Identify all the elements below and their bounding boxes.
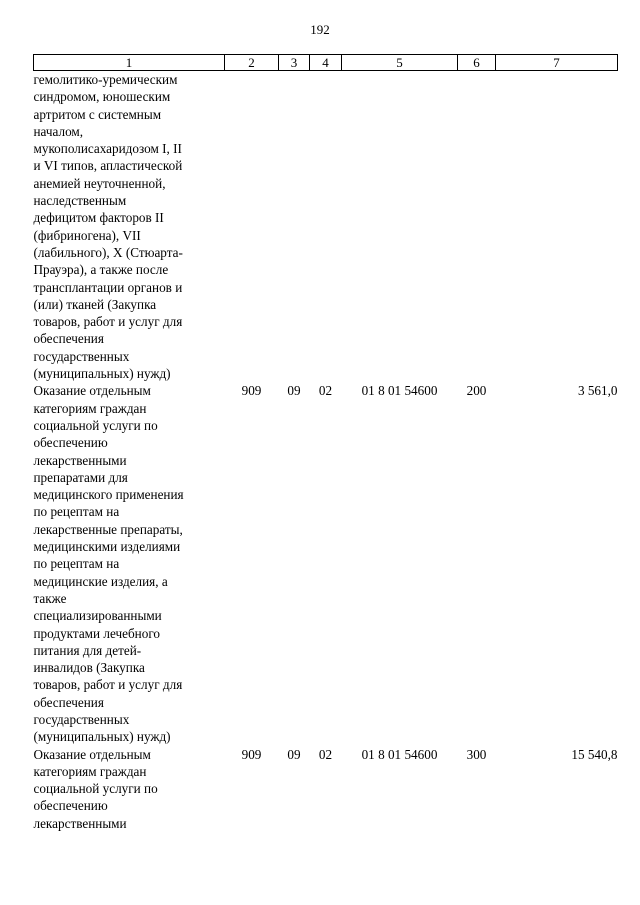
description-line: государственных [33,711,130,727]
description-line: лекарственными [33,815,127,831]
description-line: по рецептам на [33,556,120,572]
description-line: питания для детей- [33,642,142,658]
description-line: обеспечению [33,435,108,451]
row-amount [496,71,618,383]
description-line: и VI типов, апластической [33,158,183,174]
description-line: (фибриногена), VII [33,227,141,243]
description-line: инвалидов (Закупка [33,660,145,676]
row-subsection: 02 [318,383,333,399]
column-header-4: 4 [310,55,342,71]
description-line: мукополисахаридозом I, II [33,141,182,157]
description-line: (лабильного), X (Стюарта- [33,244,183,260]
description-line: специализированными [33,608,162,624]
description-line: наследственным [33,193,127,209]
description-line: медицинского применения [33,487,184,503]
row-subsection [310,71,342,383]
column-header-7: 7 [496,55,618,71]
description-line: обеспечения [33,331,104,347]
description-line: товаров, работ и услуг для [33,677,183,693]
column-header-5: 5 [342,55,458,71]
column-header-6: 6 [458,55,496,71]
description-line: лекарственными [33,452,127,468]
description-line: гемолитико-уремическим [33,72,178,87]
row-amount: 3 561,0 [577,383,618,399]
row-target-article [342,71,458,383]
description-line: дефицитом факторов II [33,210,164,226]
row-description [34,746,225,832]
description-line: обеспечения [33,694,104,710]
description-line: артритом с системным [33,106,162,122]
row-code: 909 [241,383,262,399]
table-row [34,71,618,383]
description-line: товаров, работ и услуг для [33,314,183,330]
budget-table [33,54,618,832]
row-section [279,71,310,383]
description-line: категориям граждан [33,400,147,416]
table-header-row [34,55,618,71]
description-line: социальной услуги по [33,417,158,433]
row-target-article: 01 8 01 54600 [361,383,438,399]
description-line: медицинскими изделиями [33,539,181,555]
column-header-2: 2 [225,55,279,71]
description-line: (муниципальных) нужд) [33,366,171,382]
description-line: лекарственные препараты, [33,521,183,537]
description-line: по рецептам на [33,504,120,520]
table-row [34,382,618,745]
description-line: Оказание отдельным [33,746,151,762]
row-section: 09 [287,383,301,399]
row-code: 909 [241,746,262,762]
row-subsection: 02 [318,746,333,762]
description-line: Прауэра), а также после [33,262,169,278]
description-line: Оказание отдельным [33,383,151,399]
row-description [34,71,225,383]
page-number: 192 [310,22,330,37]
description-line: также [33,590,67,606]
row-target-article: 01 8 01 54600 [361,746,438,762]
description-line: синдромом, юношеским [33,89,171,105]
description-line: обеспечению [33,798,108,814]
description-line: продуктами лечебного [33,625,161,641]
row-expense-type [458,71,496,383]
description-line: (или) тканей (Закупка [33,296,157,312]
description-line: началом, [33,123,84,139]
row-section: 09 [287,746,301,762]
column-header-1: 1 [34,55,225,71]
description-line: анемией неуточненной, [33,175,166,191]
table-row [34,746,618,832]
description-line: государственных [33,348,130,364]
description-line: категориям граждан [33,763,147,779]
column-header-3: 3 [279,55,310,71]
description-line: трансплантации органов и [33,279,183,295]
description-line: препаратами для [33,469,128,485]
row-expense-type: 200 [466,383,487,399]
row-description [34,382,225,745]
row-code [225,71,279,383]
description-line: социальной услуги по [33,781,158,797]
description-line: медицинские изделия, а [33,573,168,589]
description-line: (муниципальных) нужд) [33,729,171,745]
row-amount: 15 540,8 [571,746,618,762]
row-expense-type: 300 [466,746,487,762]
